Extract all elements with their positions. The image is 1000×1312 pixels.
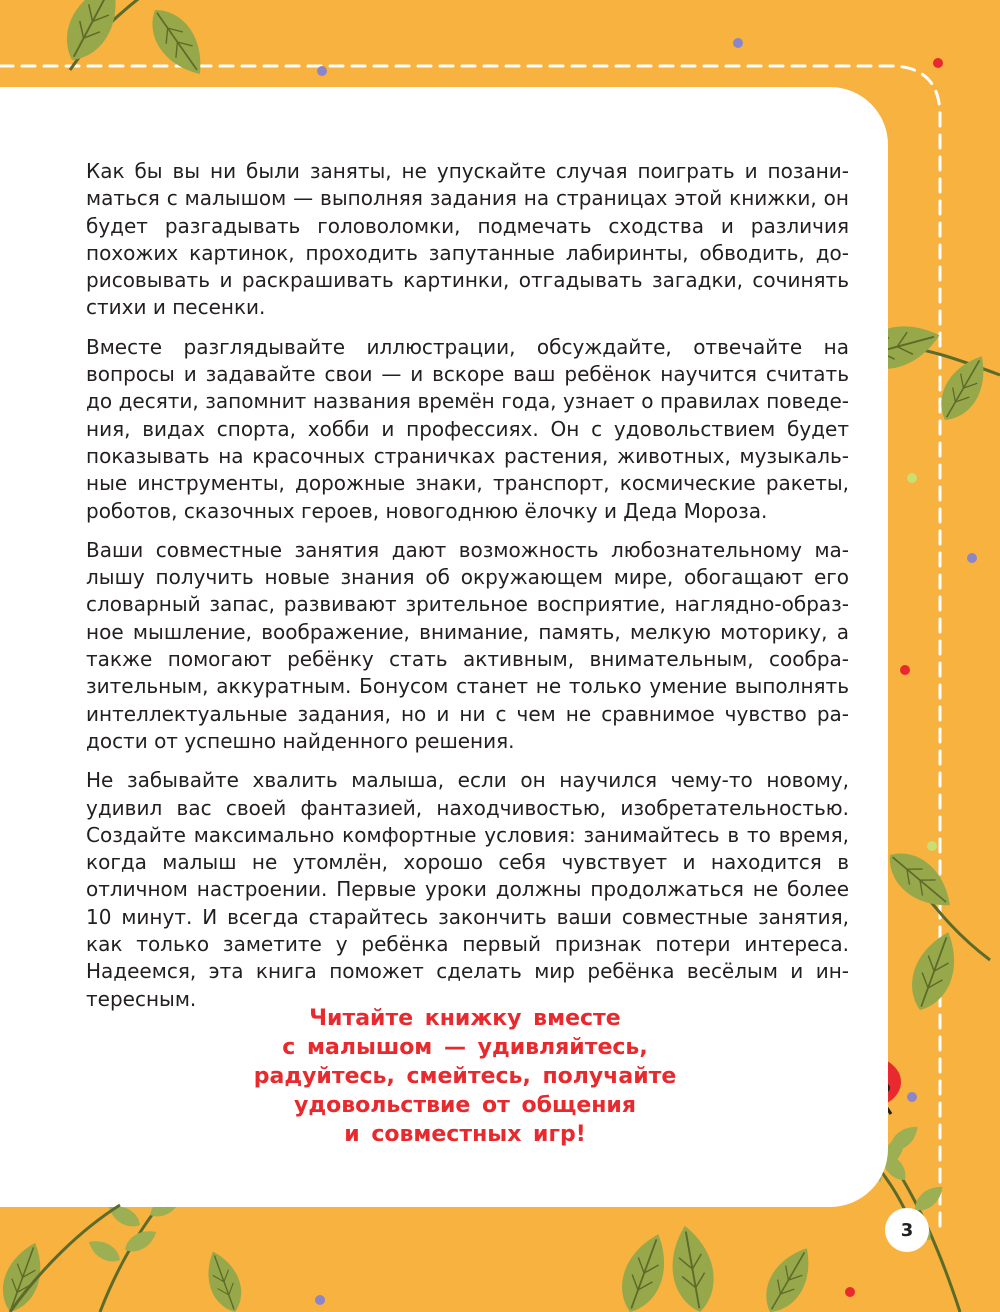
paragraph: Вместе разглядывайте иллюстрации, обсуждайте, отвечайте на вопросы и задавайте свои — и вскоре ваш ребёнок научится считать до десяти, запомнит названия времён года, узнает о правилах поведения, видах спорта, хобби и профессиях. Он с удовольствием будет показывать на красочных страничках растения, животных, музыкальные инструменты, дорожные знаки, транспорт, космические ракеты, роботов, сказочных героев, новогоднюю ёлочку и Деда Мороза. xyxy=(86,334,849,523)
intro-text xyxy=(86,158,849,1013)
callout-line: удовольствие от общения xyxy=(294,1093,636,1118)
callout-line: с малышом — удивляйтесь, xyxy=(282,1035,648,1060)
callout-line: Читайте книжку вместе xyxy=(309,1006,621,1031)
paragraph: Ваши совместные занятия дают возможность любознательному малышу получить новые знания об окружающем мире, обогащают его словарный запас, развивают зрительное восприятие, наглядно-образное мышление, воображение, внимание, память, мелкую моторику, а также помогают ребёнку стать активным, внимательным, сообразительным, аккуратным. Бонусом станет не только умение выполнять интеллектуальные задания, но и ни с чем не сравнимое чувство радости от успешно найденного решения. xyxy=(86,537,849,753)
paragraph: Не забывайте хвалить малыша, если он научился чему-то новому, удивил вас своей фантазией, находчивостью, изобретательностью. Создайте максимально комфортные условия: занимайтесь в то время, когда малыш не утомлён, хорошо себя чувствует и находится в отличном настроении. Первые уроки должны продолжаться не более 10 минут. И всегда старайтесь закончить ваши совместные занятия, как только заметите у ребёнка первый признак потери интереса. Надеемся, эта книга поможет сделать мир ребёнка весёлым и интересным. xyxy=(86,768,849,1011)
leaf-icon xyxy=(54,0,214,84)
callout-line: радуйтесь, смейтесь, получайте xyxy=(253,1064,677,1089)
paragraph: Как бы вы ни были заняты, не упускайте случая поиграть и позаниматься с малышом — выполняя задания на страницах этой книжки, он будет разгадывать головоломки, подмечать сходства и различия похожих картинок, проходить запутанные лабиринты, обводить, дорисовывать и раскрашивать картинки, отгадывать загадки, сочинять стихи и песенки. xyxy=(86,159,849,320)
callout-line: и совместных игр! xyxy=(344,1122,586,1147)
callout-message xyxy=(210,1004,720,1149)
page-number: 3 xyxy=(885,1208,929,1252)
